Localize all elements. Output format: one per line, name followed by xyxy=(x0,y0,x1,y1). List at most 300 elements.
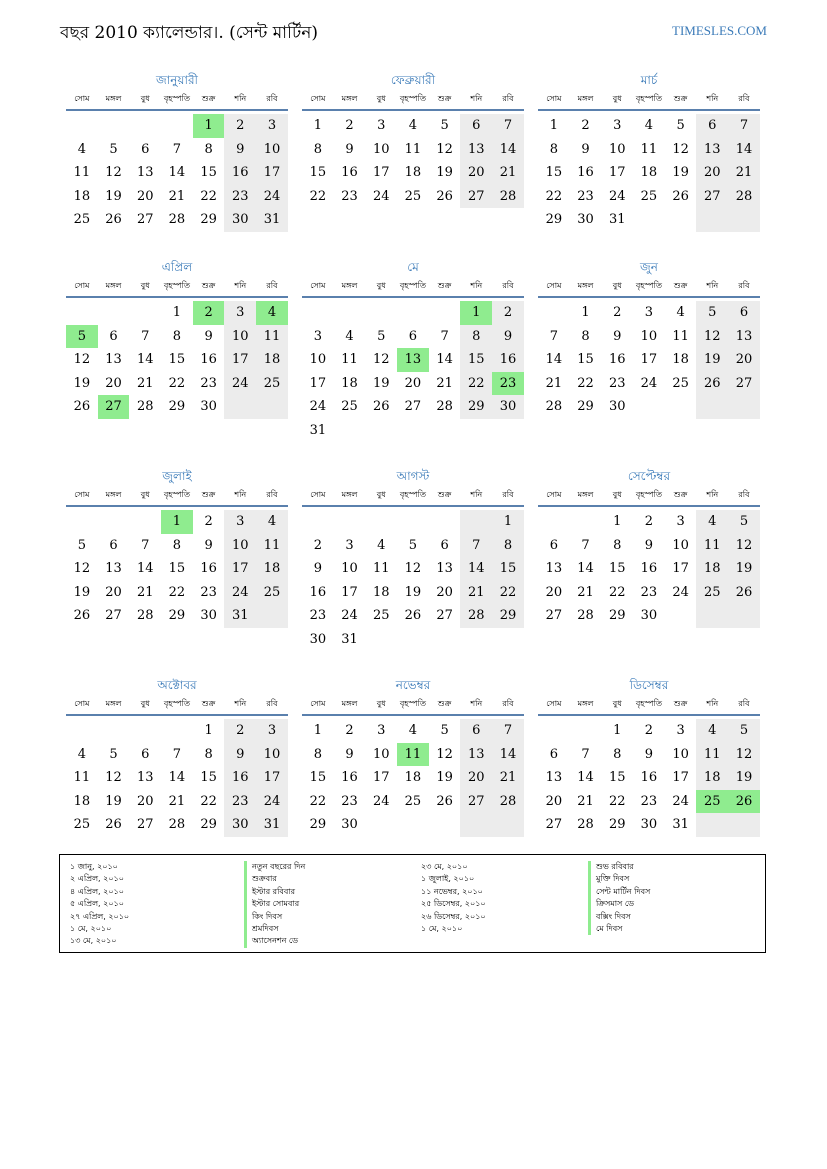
day-cell: 18 xyxy=(341,375,358,391)
day-cell: 25 xyxy=(73,212,91,227)
week-row xyxy=(302,790,524,814)
day-cell: 20 xyxy=(728,348,760,372)
legend-date: ১ জুলাই, ২০১০ xyxy=(421,874,475,884)
weekday-label: শুক্র xyxy=(201,699,216,708)
day-cell: 12 xyxy=(728,534,760,558)
day-cell: 21 xyxy=(577,793,594,809)
day-cell: 26 xyxy=(436,793,453,809)
legend-date: ১ মে, ২০১০ xyxy=(70,923,112,933)
day-cell: 4 xyxy=(408,118,418,133)
day-cell: 24 xyxy=(256,790,288,814)
weekday-label: শুক্র xyxy=(437,699,452,708)
day-cell: 12 xyxy=(73,352,91,367)
day-cell: 4 xyxy=(345,328,354,344)
weekday-label: বুধ xyxy=(140,281,150,290)
day-cell: 6 xyxy=(109,537,118,553)
legend-dates-col1 xyxy=(70,861,129,948)
legend-date: ২৫ ডিসেম্বর, ২০১০ xyxy=(421,899,486,909)
weekday-label: সোম xyxy=(74,490,90,499)
weekday-label: মঙ্গল xyxy=(341,94,358,103)
week-row xyxy=(302,743,524,767)
day-cell: 14 xyxy=(492,743,524,767)
week-row xyxy=(66,185,288,209)
day-cell: 26 xyxy=(696,372,728,396)
day-cell: 26 xyxy=(728,581,760,605)
page-title: বছর 2010 ক্যালেন্ডার।. (সেন্ট মার্টিন) xyxy=(60,23,318,43)
day-cell: 8 xyxy=(613,746,622,762)
day-cell: 28 xyxy=(168,817,186,832)
day-cell: 13 xyxy=(136,165,154,180)
week-row xyxy=(302,510,524,534)
day-cell: 25 xyxy=(404,793,422,809)
day-cell: 11 xyxy=(696,534,728,558)
day-cell: 1 xyxy=(313,723,322,738)
weekday-label: বুধ xyxy=(612,699,622,708)
day-cell: 10 xyxy=(309,352,327,367)
legend-date: ১১ নভেম্বর, ২০১০ xyxy=(421,886,483,896)
week-row xyxy=(538,185,760,209)
week-row xyxy=(66,743,288,767)
weekday-label: বুধ xyxy=(376,490,386,499)
day-cell: 24 xyxy=(608,188,626,204)
day-cell: 22 xyxy=(309,188,327,204)
day-cell: 22 xyxy=(608,793,626,809)
day-cell: 12 xyxy=(105,165,122,180)
empty-day-cell xyxy=(365,813,397,837)
legend-holiday-name: মুক্তি দিবস xyxy=(588,873,650,885)
day-cell: 9 xyxy=(492,325,524,349)
weekday-header xyxy=(302,276,524,298)
day-cell: 5 xyxy=(440,118,449,133)
day-cell: 14 xyxy=(136,352,154,367)
weekday-label: মঙ্গল xyxy=(105,699,122,708)
empty-day-cell xyxy=(66,114,98,138)
day-cell: 6 xyxy=(109,328,118,344)
day-cell: 2 xyxy=(313,537,322,553)
week-row xyxy=(538,138,760,162)
legend-holiday-name: বক্সিং দিবস xyxy=(588,911,650,923)
weekday-label: সোম xyxy=(546,281,562,290)
day-cell: 16 xyxy=(640,561,658,576)
day-cell: 13 xyxy=(105,352,122,367)
legend-names-col1 xyxy=(244,861,305,948)
day-cell: 17 xyxy=(256,766,288,790)
day-cell: 27 xyxy=(105,608,122,623)
weekday-label: মঙ্গল xyxy=(105,281,122,290)
day-cell: 27 xyxy=(696,185,728,209)
day-cell: 19 xyxy=(372,375,390,391)
empty-day-cell xyxy=(397,510,429,534)
week-row xyxy=(302,161,524,185)
day-cell: 1 xyxy=(492,510,524,534)
weekday-header xyxy=(538,694,760,716)
empty-day-cell xyxy=(66,510,98,534)
day-cell: 28 xyxy=(436,399,453,414)
day-cell: 24 xyxy=(672,584,689,600)
day-cell: 2 xyxy=(644,723,654,738)
weekday-label: সোম xyxy=(546,94,562,103)
day-cell: 1 xyxy=(204,723,213,738)
legend-holiday-name: শুক্রবার xyxy=(244,873,305,885)
week-row xyxy=(302,185,524,209)
day-cell: 11 xyxy=(397,743,429,767)
day-cell: 16 xyxy=(341,770,358,785)
day-cell: 10 xyxy=(224,325,256,349)
day-cell: 28 xyxy=(728,185,760,209)
day-cell: 17 xyxy=(224,348,256,372)
month-calendar xyxy=(302,468,524,651)
day-cell: 23 xyxy=(200,375,217,391)
day-cell: 30 xyxy=(309,631,327,647)
weekday-label: শুক্র xyxy=(673,94,688,103)
weekday-label: মঙ্গল xyxy=(577,94,594,103)
day-cell: 7 xyxy=(492,114,524,138)
month-title: অক্টোবর xyxy=(157,678,197,692)
weekday-label: বৃহস্পতি xyxy=(635,699,662,708)
day-cell: 22 xyxy=(545,188,563,204)
weekday-label: শনি xyxy=(706,94,719,103)
day-cell: 9 xyxy=(313,561,322,576)
day-cell: 15 xyxy=(168,352,186,367)
day-cell: 15 xyxy=(309,770,327,785)
day-cell: 5 xyxy=(728,719,760,743)
day-cell: 8 xyxy=(313,746,322,762)
day-cell: 15 xyxy=(608,561,626,576)
week-row xyxy=(66,557,288,581)
weekday-label: সোম xyxy=(74,281,90,290)
day-cell: 9 xyxy=(644,537,654,553)
day-cell: 15 xyxy=(460,348,492,372)
week-row xyxy=(66,510,288,534)
weekday-label: বুধ xyxy=(376,281,386,290)
weekday-label: বৃহস্পতি xyxy=(399,490,426,499)
day-cell: 3 xyxy=(676,514,685,529)
month-title: আগস্ট xyxy=(396,469,430,483)
empty-day-cell xyxy=(429,813,461,837)
day-cell: 20 xyxy=(404,375,422,391)
day-cell: 23 xyxy=(577,188,594,204)
day-cell: 15 xyxy=(492,557,524,581)
week-row xyxy=(538,161,760,185)
day-cell: 16 xyxy=(492,348,524,372)
day-cell: 7 xyxy=(141,537,150,553)
empty-day-cell xyxy=(397,301,429,325)
week-row xyxy=(302,325,524,349)
day-cell: 21 xyxy=(492,161,524,185)
week-row xyxy=(538,790,760,814)
week-row xyxy=(302,114,524,138)
weekday-label: রবি xyxy=(738,94,750,103)
day-cell: 11 xyxy=(73,770,91,785)
day-cell: 10 xyxy=(672,746,689,762)
day-cell: 25 xyxy=(696,581,728,605)
day-cell: 30 xyxy=(492,395,524,419)
week-row xyxy=(538,510,760,534)
weekday-header xyxy=(538,89,760,111)
weekday-label: রবি xyxy=(266,699,278,708)
empty-day-cell xyxy=(129,301,161,325)
day-cell: 28 xyxy=(492,790,524,814)
week-row xyxy=(66,719,288,743)
day-cell: 7 xyxy=(460,534,492,558)
day-cell: 20 xyxy=(436,584,453,600)
weekday-label: শুক্র xyxy=(437,94,452,103)
day-cell: 12 xyxy=(404,561,422,576)
empty-day-cell xyxy=(302,510,334,534)
day-cell: 24 xyxy=(341,608,358,623)
weekday-label: মঙ্গল xyxy=(341,490,358,499)
day-cell: 21 xyxy=(728,161,760,185)
week-row xyxy=(302,581,524,605)
day-cell: 23 xyxy=(224,790,256,814)
weekday-label: সোম xyxy=(310,699,326,708)
day-cell: 31 xyxy=(309,422,327,438)
day-cell: 13 xyxy=(545,770,563,785)
day-cell: 7 xyxy=(492,719,524,743)
empty-day-cell xyxy=(429,419,461,443)
day-cell: 19 xyxy=(696,348,728,372)
empty-day-cell xyxy=(365,510,397,534)
empty-day-cell xyxy=(302,301,334,325)
day-cell: 14 xyxy=(577,770,594,785)
day-cell: 13 xyxy=(545,561,563,576)
day-cell: 1 xyxy=(172,305,182,320)
day-cell: 29 xyxy=(492,604,524,628)
weekday-label: বৃহস্পতি xyxy=(399,94,426,103)
month-calendar xyxy=(538,677,760,837)
day-cell: 21 xyxy=(136,584,154,600)
weekday-label: বুধ xyxy=(140,490,150,499)
legend-date: ১ মে, ২০১০ xyxy=(421,923,463,933)
legend-date: ২৭ এপ্রিল, ২০১০ xyxy=(70,911,130,921)
week-row xyxy=(538,766,760,790)
day-cell: 9 xyxy=(204,537,213,553)
legend-holiday-name: সেন্ট মার্টিন দিবস xyxy=(588,886,650,898)
day-cell: 6 xyxy=(549,746,558,762)
day-cell: 21 xyxy=(577,584,594,600)
day-cell: 17 xyxy=(672,561,689,576)
legend-date: ১৩ মে, ২০১০ xyxy=(70,936,117,946)
day-cell: 6 xyxy=(460,114,492,138)
week-row xyxy=(538,604,760,628)
day-cell: 11 xyxy=(256,325,288,349)
day-cell: 24 xyxy=(309,399,327,414)
month-calendar xyxy=(302,677,524,837)
day-cell: 30 xyxy=(577,212,594,227)
weekday-label: শুক্র xyxy=(673,699,688,708)
day-cell: 2 xyxy=(345,118,354,133)
day-cell: 3 xyxy=(256,719,288,743)
day-cell: 1 xyxy=(460,301,492,325)
week-row xyxy=(302,372,524,396)
day-cell: 29 xyxy=(200,212,217,227)
legend-dates-col2 xyxy=(421,861,486,935)
month-calendar xyxy=(66,468,288,628)
legend-date: ১ জানু, ২০১০ xyxy=(70,862,118,871)
weekday-label: শনি xyxy=(470,281,483,290)
day-cell: 12 xyxy=(728,743,760,767)
day-cell: 11 xyxy=(256,534,288,558)
week-row xyxy=(538,719,760,743)
day-cell: 31 xyxy=(256,208,288,232)
weekday-label: বুধ xyxy=(612,281,622,290)
day-cell: 21 xyxy=(545,375,563,391)
weekday-label: শনি xyxy=(470,699,483,708)
day-cell: 8 xyxy=(313,141,322,157)
week-row xyxy=(66,813,288,837)
day-cell: 25 xyxy=(73,817,91,832)
day-cell: 4 xyxy=(77,746,86,762)
day-cell: 16 xyxy=(200,352,217,367)
legend-date: ২৬ ডিসেম্বর, ২০১০ xyxy=(421,911,486,921)
week-row xyxy=(302,395,524,419)
day-cell: 9 xyxy=(345,141,354,157)
day-cell: 9 xyxy=(581,141,590,157)
weekday-label: শুক্র xyxy=(201,281,216,290)
day-cell: 13 xyxy=(397,348,429,372)
day-cell: 16 xyxy=(577,165,594,180)
day-cell: 15 xyxy=(608,770,626,785)
weekday-header xyxy=(538,485,760,507)
day-cell: 15 xyxy=(200,770,217,785)
day-cell: 2 xyxy=(581,118,590,133)
day-cell: 2 xyxy=(644,514,654,529)
day-cell: 19 xyxy=(728,766,760,790)
weekday-label: সোম xyxy=(546,490,562,499)
day-cell: 3 xyxy=(644,305,654,320)
day-cell: 3 xyxy=(613,118,622,133)
weekday-header xyxy=(66,276,288,298)
day-cell: 6 xyxy=(141,141,150,157)
day-cell: 4 xyxy=(644,118,654,133)
empty-day-cell xyxy=(728,395,760,419)
week-row xyxy=(302,348,524,372)
day-cell: 12 xyxy=(436,746,453,762)
day-cell: 22 xyxy=(200,188,217,204)
weekday-header xyxy=(66,694,288,716)
day-cell: 9 xyxy=(613,328,622,344)
day-cell: 26 xyxy=(672,188,689,204)
day-cell: 27 xyxy=(545,608,563,623)
day-cell: 21 xyxy=(168,188,186,204)
day-cell: 2 xyxy=(193,301,225,325)
day-cell: 22 xyxy=(460,372,492,396)
month-title: জুলাই xyxy=(162,469,192,483)
empty-day-cell xyxy=(397,628,429,652)
day-cell: 20 xyxy=(105,584,122,600)
legend-holiday-name: ক্রিসমাস ডে xyxy=(588,898,650,910)
week-row xyxy=(302,766,524,790)
weekday-header xyxy=(302,485,524,507)
day-cell: 8 xyxy=(492,534,524,558)
empty-day-cell xyxy=(256,395,288,419)
empty-day-cell xyxy=(365,628,397,652)
weekday-label: রবি xyxy=(738,490,750,499)
day-cell: 16 xyxy=(608,352,626,367)
empty-day-cell xyxy=(129,510,161,534)
empty-day-cell xyxy=(538,719,570,743)
weekday-label: সোম xyxy=(310,94,326,103)
week-row xyxy=(66,138,288,162)
day-cell: 5 xyxy=(408,537,418,553)
day-cell: 5 xyxy=(728,510,760,534)
day-cell: 17 xyxy=(672,770,689,785)
day-cell: 23 xyxy=(492,372,524,396)
day-cell: 26 xyxy=(73,399,91,414)
day-cell: 17 xyxy=(608,165,626,180)
day-cell: 27 xyxy=(460,790,492,814)
day-cell: 16 xyxy=(224,161,256,185)
empty-day-cell xyxy=(665,604,697,628)
weekday-label: শনি xyxy=(470,490,483,499)
day-cell: 9 xyxy=(644,746,654,762)
brand-link[interactable]: TIMESLES.COM xyxy=(672,23,767,38)
week-row xyxy=(538,208,760,232)
week-row xyxy=(538,534,760,558)
legend-date: ২ এপ্রিল, ২০১০ xyxy=(70,874,124,884)
weekday-label: বুধ xyxy=(376,94,386,103)
day-cell: 31 xyxy=(608,212,626,227)
day-cell: 13 xyxy=(460,743,492,767)
weekday-label: শুক্র xyxy=(673,490,688,499)
day-cell: 10 xyxy=(256,138,288,162)
day-cell: 30 xyxy=(224,813,256,837)
day-cell: 22 xyxy=(608,584,626,600)
day-cell: 12 xyxy=(672,141,689,157)
week-row xyxy=(66,372,288,396)
weekday-label: শনি xyxy=(234,490,247,499)
day-cell: 23 xyxy=(200,584,217,600)
day-cell: 23 xyxy=(224,185,256,209)
day-cell: 7 xyxy=(728,114,760,138)
weekday-label: বৃহস্পতি xyxy=(163,490,190,499)
empty-day-cell xyxy=(696,395,728,419)
day-cell: 20 xyxy=(460,766,492,790)
day-cell: 10 xyxy=(256,743,288,767)
empty-day-cell xyxy=(365,419,397,443)
day-cell: 16 xyxy=(341,165,358,180)
day-cell: 20 xyxy=(136,793,154,809)
day-cell: 2 xyxy=(224,719,256,743)
day-cell: 30 xyxy=(640,817,658,832)
day-cell: 4 xyxy=(696,510,728,534)
day-cell: 5 xyxy=(109,746,118,762)
day-cell: 8 xyxy=(613,537,622,553)
day-cell: 11 xyxy=(696,743,728,767)
empty-day-cell xyxy=(696,604,728,628)
empty-day-cell xyxy=(728,813,760,837)
empty-day-cell xyxy=(570,719,602,743)
empty-day-cell xyxy=(334,301,366,325)
day-cell: 29 xyxy=(608,608,626,623)
month-calendar xyxy=(302,259,524,442)
empty-day-cell xyxy=(429,510,461,534)
weekday-header xyxy=(302,694,524,716)
day-cell: 28 xyxy=(136,399,154,414)
month-calendar xyxy=(66,72,288,232)
empty-day-cell xyxy=(334,510,366,534)
week-row xyxy=(66,604,288,628)
day-cell: 20 xyxy=(460,161,492,185)
day-cell: 24 xyxy=(224,581,256,605)
day-cell: 5 xyxy=(109,141,118,157)
empty-day-cell xyxy=(492,628,524,652)
weekday-label: শনি xyxy=(234,94,247,103)
day-cell: 24 xyxy=(640,375,658,391)
weekday-label: শনি xyxy=(706,281,719,290)
day-cell: 24 xyxy=(672,793,689,809)
weekday-label: মঙ্গল xyxy=(105,490,122,499)
